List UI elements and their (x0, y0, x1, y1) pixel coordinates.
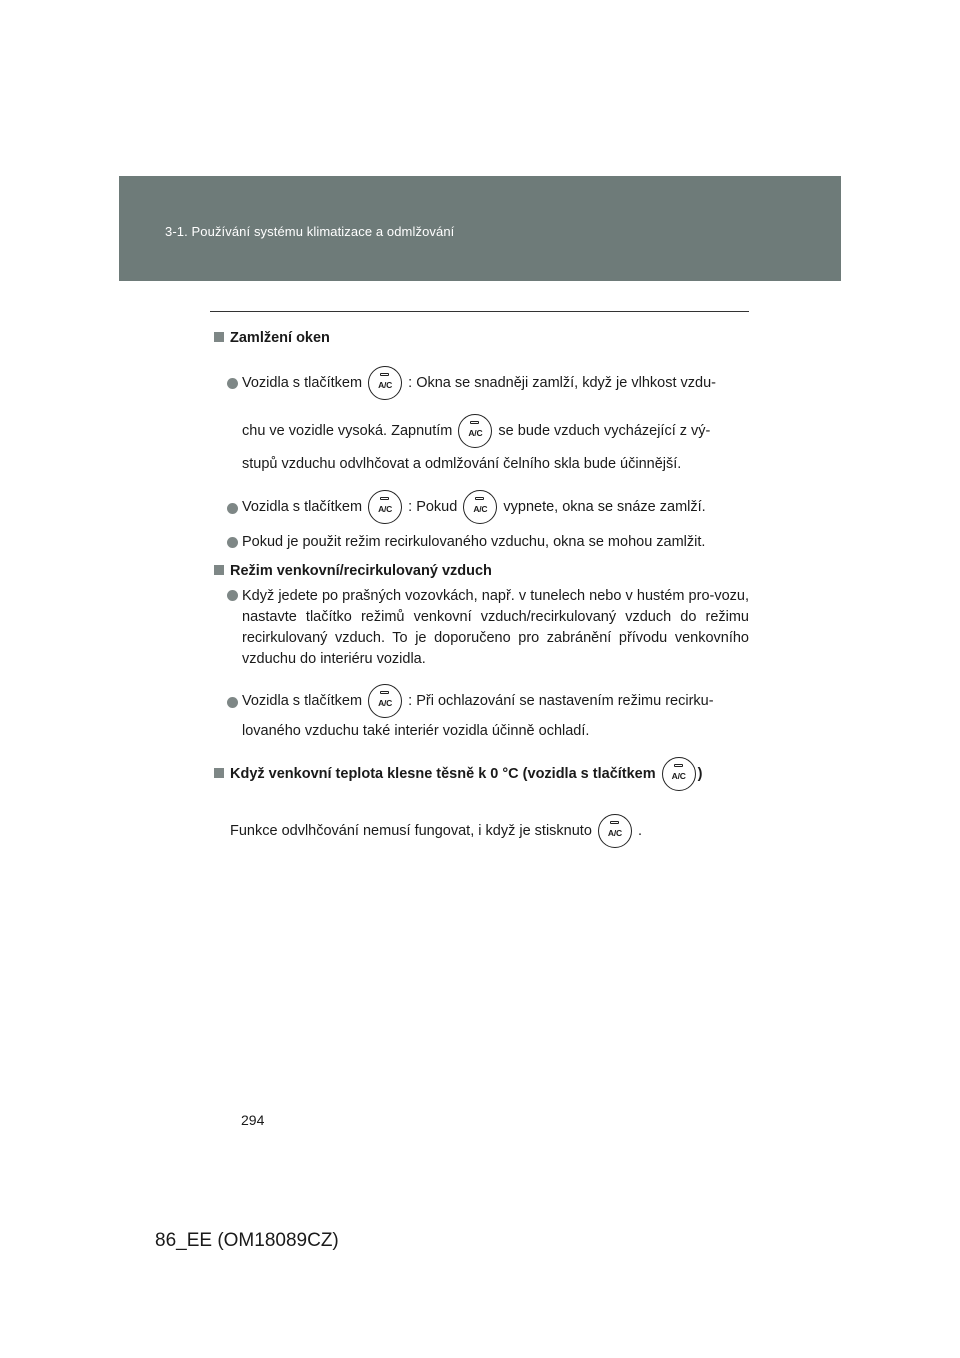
circle-bullet-icon (227, 537, 238, 548)
ac-label: A/C (473, 504, 488, 514)
text: Vozidla s tlačítkem (242, 498, 363, 515)
square-bullet-icon (214, 768, 224, 778)
page-number: 294 (241, 1112, 265, 1128)
text: : Při ochlazování se nastavením režimu recirku- (408, 692, 714, 709)
fogging-bullet-2 (242, 490, 749, 524)
heading-recirculation (214, 563, 492, 579)
ac-button-icon (458, 414, 492, 448)
heading-cold (214, 757, 721, 791)
ac-indicator-icon (674, 764, 683, 767)
ac-indicator-icon (475, 497, 484, 500)
ac-button-icon (368, 490, 402, 524)
text: chu ve vozidle vysoká. Zapnutím (242, 422, 453, 439)
heading-text: Když venkovní teplota klesne těsně k 0 °C (vozidla s tlačítkem (230, 765, 656, 782)
ac-button-icon (463, 490, 497, 524)
recirc-bullet-2-line-1 (242, 684, 749, 718)
chapter-header-band (119, 176, 841, 281)
text: Vozidla s tlačítkem (242, 692, 363, 709)
circle-bullet-icon (227, 378, 238, 389)
recirc-bullet-2-line-2: lovaného vzduchu také interiér vozidla účinně ochladí. (242, 723, 590, 739)
ac-label: A/C (607, 828, 622, 838)
ac-indicator-icon (470, 421, 479, 424)
heading-fogging (214, 330, 330, 346)
cold-text (230, 814, 737, 848)
circle-bullet-icon (227, 697, 238, 708)
heading-text: Režim venkovní/recirkulovaný vzduch (230, 563, 492, 579)
fogging-bullet-1-line-2 (242, 414, 749, 448)
ac-button-icon (368, 366, 402, 400)
text: Vozidla s tlačítkem (242, 374, 363, 391)
text: : Pokud (408, 498, 458, 515)
header-rule (210, 311, 749, 312)
circle-bullet-icon (227, 590, 238, 601)
ac-button-icon (662, 757, 696, 791)
ac-indicator-icon (380, 497, 389, 500)
fogging-bullet-1-line-1 (242, 366, 749, 400)
heading-text-end: ) (697, 765, 703, 782)
ac-indicator-icon (380, 691, 389, 694)
ac-indicator-icon (610, 821, 619, 824)
text: . (637, 822, 642, 839)
document-code: 86_EE (OM18089CZ) (155, 1230, 339, 1251)
recirc-bullet-1: Když jedete po prašných vozovkách, např. v tunelech nebo v hustém pro-vozu, nastavte tlačítko režimů venkovní vzduch/recirkulovaný vzduch do režimu recirkulovaný vzduch. To je doporučeno pro zabránění přívodu venkovního vzduchu do interiéru vozidla. (242, 588, 749, 667)
circle-bullet-icon (227, 503, 238, 514)
heading-text: Zamlžení oken (230, 330, 330, 346)
text: : Okna se snadněji zamlží, když je vlhkost vzdu- (408, 374, 716, 391)
fogging-bullet-3: Pokud je použit režim recirkulovaného vzduchu, okna se mohou zamlžit. (242, 534, 706, 550)
ac-label: A/C (378, 504, 393, 514)
ac-indicator-icon (380, 373, 389, 376)
section-title: 3-1. Používání systému klimatizace a odmlžování (165, 224, 455, 239)
text: se bude vzduch vycházející z vý- (498, 422, 711, 439)
ac-label: A/C (468, 428, 483, 438)
fogging-bullet-1-line-3: stupů vzduchu odvlhčovat a odmlžování čelního skla bude účinnější. (242, 456, 682, 472)
square-bullet-icon (214, 565, 224, 575)
text: vypnete, okna se snáze zamlží. (503, 498, 706, 515)
ac-button-icon (598, 814, 632, 848)
ac-label: A/C (378, 698, 393, 708)
text: Funkce odvlhčování nemusí fungovat, i když je stisknuto (230, 822, 592, 839)
ac-label: A/C (671, 771, 686, 781)
ac-button-icon (368, 684, 402, 718)
ac-label: A/C (378, 380, 393, 390)
square-bullet-icon (214, 332, 224, 342)
